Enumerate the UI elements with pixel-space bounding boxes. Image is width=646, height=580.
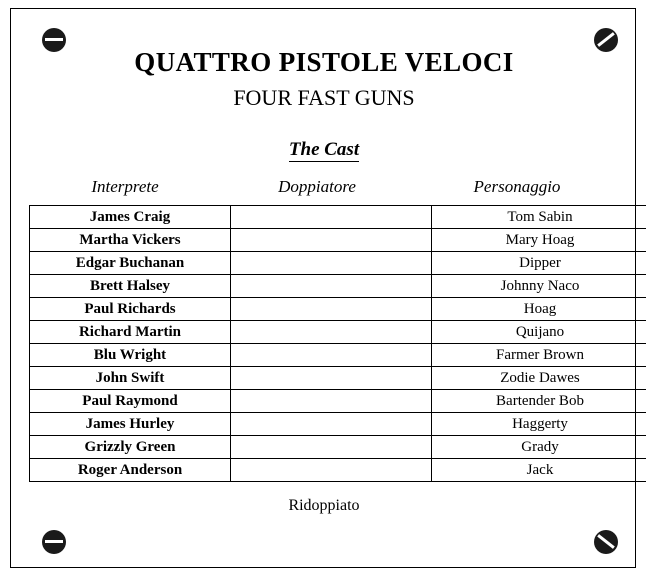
table-row — [30, 390, 646, 413]
cell-interprete: James Craig — [30, 206, 231, 229]
cell-doppiatore — [231, 436, 432, 459]
table-row — [30, 459, 646, 482]
table-row — [30, 321, 646, 344]
cell-interprete: Grizzly Green — [30, 436, 231, 459]
cell-doppiatore — [231, 252, 432, 275]
cell-doppiatore — [231, 206, 432, 229]
cast-table — [29, 205, 646, 482]
column-header-interprete: Interprete — [91, 177, 159, 196]
cell-interprete: Paul Richards — [30, 298, 231, 321]
table-row — [30, 252, 646, 275]
cell-personaggio: Zodie Dawes — [432, 367, 646, 390]
table-row — [30, 367, 646, 390]
table-row — [30, 275, 646, 298]
cell-interprete: Richard Martin — [30, 321, 231, 344]
cell-personaggio: Farmer Brown — [432, 344, 646, 367]
reel-punch-bottom-left-icon — [42, 530, 66, 554]
cell-doppiatore — [231, 413, 432, 436]
cell-interprete: John Swift — [30, 367, 231, 390]
section-heading-text: The Cast — [288, 139, 360, 160]
cell-personaggio: Dipper — [432, 252, 646, 275]
page-title: QUATTRO PISTOLE VELOCI — [134, 47, 514, 77]
table-row — [30, 436, 646, 459]
table-column-headers — [29, 177, 621, 197]
punch-slit — [45, 38, 63, 41]
punch-slit — [45, 540, 63, 543]
cell-doppiatore — [231, 275, 432, 298]
cell-personaggio: Jack — [432, 459, 646, 482]
table-row — [30, 229, 646, 252]
cell-personaggio: Grady — [432, 436, 646, 459]
cell-doppiatore — [231, 459, 432, 482]
cell-interprete: James Hurley — [30, 413, 231, 436]
cell-doppiatore — [231, 229, 432, 252]
cell-interprete: Edgar Buchanan — [30, 252, 231, 275]
footnote: Ridoppiato — [288, 497, 360, 514]
table-row — [30, 344, 646, 367]
punch-slit — [597, 534, 615, 549]
document-sheet — [10, 8, 636, 568]
column-header-doppiatore: Doppiatore — [278, 177, 356, 196]
cell-doppiatore — [231, 367, 432, 390]
cell-personaggio: Johnny Naco — [432, 275, 646, 298]
cell-doppiatore — [231, 390, 432, 413]
cell-personaggio: Hoag — [432, 298, 646, 321]
cell-interprete: Martha Vickers — [30, 229, 231, 252]
cell-doppiatore — [231, 298, 432, 321]
page-subtitle: FOUR FAST GUNS — [233, 85, 415, 110]
cell-doppiatore — [231, 344, 432, 367]
table-row — [30, 206, 646, 229]
cell-personaggio: Quijano — [432, 321, 646, 344]
cell-personaggio: Bartender Bob — [432, 390, 646, 413]
table-row — [30, 298, 646, 321]
cell-personaggio: Tom Sabin — [432, 206, 646, 229]
cell-personaggio: Haggerty — [432, 413, 646, 436]
cell-doppiatore — [231, 321, 432, 344]
table-row — [30, 413, 646, 436]
cell-interprete: Paul Raymond — [30, 390, 231, 413]
cell-interprete: Blu Wright — [30, 344, 231, 367]
cell-interprete: Roger Anderson — [30, 459, 231, 482]
punch-slit — [597, 32, 615, 47]
reel-punch-bottom-right-icon — [594, 530, 618, 554]
cell-interprete: Brett Halsey — [30, 275, 231, 298]
cell-personaggio: Mary Hoag — [432, 229, 646, 252]
section-heading — [11, 139, 637, 161]
column-header-personaggio: Personaggio — [473, 177, 561, 196]
